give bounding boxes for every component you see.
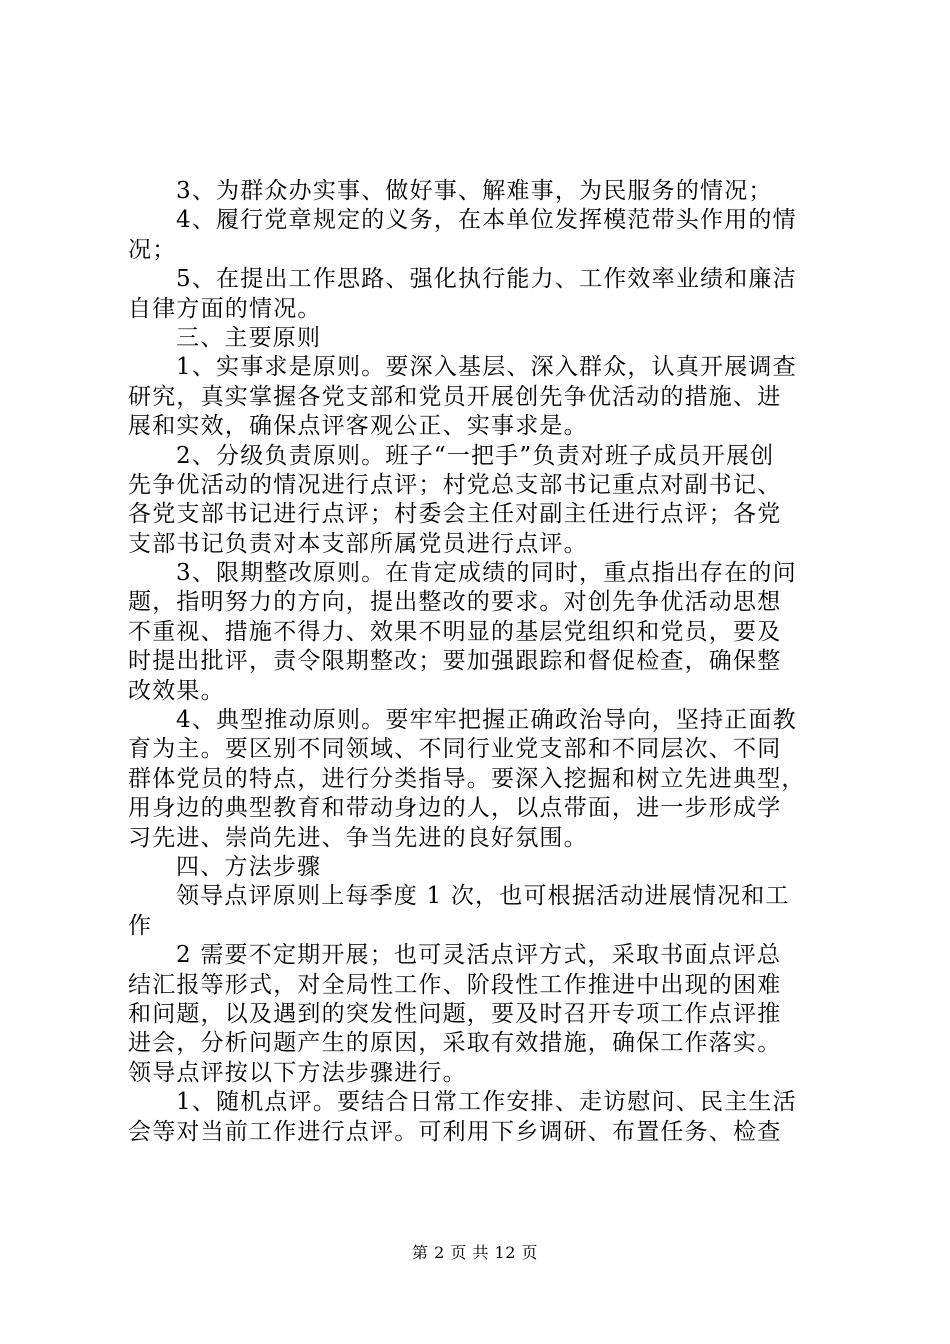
text-line: 不重视、措施不得力、效果不明显的基层党组织和党员，要及 bbox=[128, 618, 782, 645]
text-line: 四、方法步骤 bbox=[176, 853, 322, 880]
text-line: 4、典型推动原则。要牢牢把握正确政治导向，坚持正面教 bbox=[176, 707, 797, 734]
text-line: 领导点评原则上每季度 1 次，也可根据活动进展情况和工 bbox=[176, 883, 790, 910]
text-line: 题，指明努力的方向，提出整改的要求。对创先争优活动思想 bbox=[128, 589, 782, 616]
text-line: 习先进、崇尚先进、争当先进的良好氛围。 bbox=[128, 824, 588, 851]
text-line: 三、主要原则 bbox=[176, 324, 322, 351]
text-line: 群体党员的特点，进行分类指导。要深入挖掘和树立先进典型， bbox=[128, 765, 806, 792]
text-line: 各党支部书记进行点评；村委会主任对副主任进行点评；各党 bbox=[128, 501, 782, 528]
text-line: 3、限期整改原则。在肯定成绩的同时，重点指出存在的问 bbox=[176, 560, 797, 587]
text-line: 4、履行党章规定的义务，在本单位发挥模范带头作用的情 bbox=[176, 207, 797, 234]
document-body bbox=[128, 177, 828, 1147]
text-line: 育为主。要区别不同领域、不同行业党支部和不同层次、不同 bbox=[128, 736, 782, 763]
text-line: 先争优活动的情况进行点评；村党总支部书记重点对副书记、 bbox=[128, 471, 782, 498]
page-footer: 第 2 页 共 12 页 bbox=[412, 1243, 538, 1262]
text-line: 1、实事求是原则。要深入基层、深入群众，认真开展调查 bbox=[176, 354, 797, 381]
text-line: 改效果。 bbox=[128, 677, 225, 704]
text-line: 作 bbox=[128, 912, 153, 939]
text-line: 结汇报等形式，对全局性工作、阶段性工作推进中出现的困难 bbox=[128, 971, 782, 998]
text-line: 用身边的典型教育和带动身边的人，以点带面，进一步形成学 bbox=[128, 795, 782, 822]
text-line: 2 需要不定期开展；也可灵活点评方式，采取书面点评总 bbox=[176, 942, 782, 969]
text-line: 会等对当前工作进行点评。可利用下乡调研、布置任务、检查 bbox=[128, 1118, 782, 1145]
text-line: 5、在提出工作思路、强化执行能力、工作效率业绩和廉洁 bbox=[176, 266, 797, 293]
text-line: 进会，分析问题产生的原因，采取有效措施，确保工作落实。 bbox=[128, 1030, 782, 1057]
text-line: 2、分级负责原则。班子“一把手”负责对班子成员开展创 bbox=[176, 442, 775, 469]
text-line: 和问题，以及遇到的突发性问题，要及时召开专项工作点评推 bbox=[128, 1000, 782, 1027]
text-line: 支部书记负责对本支部所属党员进行点评。 bbox=[128, 530, 588, 557]
text-line: 研究，真实掌握各党支部和党员开展创先争优活动的措施、进 bbox=[128, 383, 782, 410]
text-line: 领导点评按以下方法步骤进行。 bbox=[128, 1059, 467, 1086]
text-line: 时提出批评，责令限期整改；要加强跟踪和督促检查，确保整 bbox=[128, 648, 782, 675]
text-line: 1、随机点评。要结合日常工作安排、走访慰问、民主生活 bbox=[176, 1089, 797, 1116]
text-line: 3、为群众办实事、做好事、解难事，为民服务的情况； bbox=[176, 178, 773, 204]
text-line: 展和实效，确保点评客观公正、实事求是。 bbox=[128, 413, 588, 440]
body-text bbox=[128, 177, 828, 1147]
text-line: 况； bbox=[128, 236, 177, 263]
text-line: 自律方面的情况。 bbox=[128, 295, 322, 322]
